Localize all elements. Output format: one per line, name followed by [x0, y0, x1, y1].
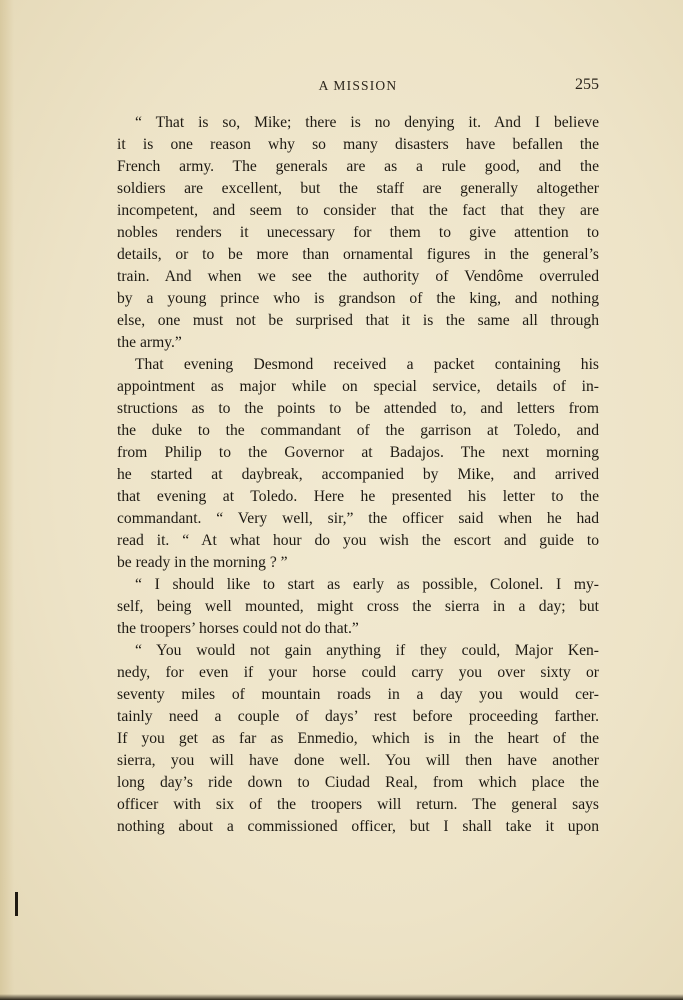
text-line: that evening at Toledo. Here he presented his letter to the	[117, 488, 599, 505]
text-line: commandant. “ Very well, sir,” the officer said when he had	[117, 510, 599, 527]
text-line: appointment as major while on special service, details of in-	[117, 378, 599, 395]
text-line: details, or to be more than ornamental figures in the general’s	[117, 246, 599, 263]
running-head	[117, 76, 599, 96]
text-line: be ready in the morning ? ”	[117, 554, 288, 571]
page-number: 255	[575, 76, 599, 93]
text-line: incompetent, and seem to consider that the fact that they are	[117, 202, 599, 219]
text-line: tainly need a couple of days’ rest before proceeding farther.	[117, 708, 599, 725]
text-line: the troopers’ horses could not do that.”	[117, 620, 359, 637]
text-line: seventy miles of mountain roads in a day you would cer-	[117, 686, 599, 703]
text-line: he started at daybreak, accompanied by Mike, and arrived	[117, 466, 599, 483]
text-line: nedy, for even if your horse could carry you over sixty or	[117, 664, 599, 681]
running-title: A MISSION	[318, 78, 398, 93]
text-line: by a young prince who is grandson of the king, and nothing	[117, 290, 599, 307]
text-line: “ You would not gain anything if they could, Major Ken-	[135, 642, 599, 659]
text-line: French army. The generals are as a rule good, and the	[117, 158, 599, 175]
text-line: the army.”	[117, 334, 182, 351]
text-line: structions as to the points to be attended to, and letters from	[117, 400, 599, 417]
page-bottom-edge	[0, 994, 683, 1000]
text-line: it is one reason why so many disasters have befallen the	[117, 136, 599, 153]
text-line: If you get as far as Enmedio, which is in the heart of the	[117, 730, 599, 747]
text-line: “ That is so, Mike; there is no denying it. And I believe	[135, 114, 599, 131]
margin-mark	[15, 892, 18, 916]
text-line: sierra, you will have done well. You will then have another	[117, 752, 599, 769]
text-line: long day’s ride down to Ciudad Real, from which place the	[117, 774, 599, 791]
text-line: else, one must not be surprised that it is the same all through	[117, 312, 599, 329]
text-line: “ I should like to start as early as possible, Colonel. I my-	[135, 576, 599, 593]
text-line: train. And when we see the authority of Vendôme overruled	[117, 268, 599, 285]
text-line: from Philip to the Governor at Badajos. The next morning	[117, 444, 599, 461]
gutter-shadow	[0, 0, 14, 1000]
text-line: soldiers are excellent, but the staff are generally altogether	[117, 180, 599, 197]
text-line: That evening Desmond received a packet containing his	[135, 356, 599, 373]
text-line: the duke to the commandant of the garrison at Toledo, and	[117, 422, 599, 439]
body-text	[117, 112, 599, 838]
text-line: officer with six of the troopers will return. The general says	[117, 796, 599, 813]
text-line: read it. “ At what hour do you wish the escort and guide to	[117, 532, 599, 549]
text-line: nothing about a commissioned officer, but I shall take it upon	[117, 818, 599, 835]
text-line: self, being well mounted, might cross the sierra in a day; but	[117, 598, 599, 615]
text-line: nobles renders it unecessary for them to give attention to	[117, 224, 599, 241]
